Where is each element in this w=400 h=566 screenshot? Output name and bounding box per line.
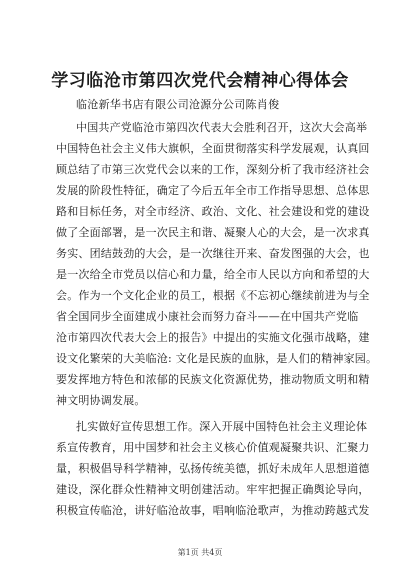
body-line: 系宣传教育，用中国梦和社会主义核心价值观凝聚共识、汇聚力 bbox=[56, 441, 370, 454]
body-line: 中国特色社会主义伟大旗帜，全面贯彻落实科学发展观，认真回 bbox=[56, 142, 370, 155]
body-line: 沧市第四次代表大会上的报告》中提出的实施文化强市战略，建 bbox=[56, 331, 370, 344]
body-line: 设文化繁荣的大美临沧: 文化是民族的血脉，是人们的精神家园。 bbox=[56, 352, 378, 365]
body-line: 积极宣传临沧，讲好临沧故事，唱响临沧歌声，为推动跨越式发 bbox=[56, 504, 370, 517]
body-line: 发展的阶段性特征，确定了今后五年全市工作指导思想、总体思 bbox=[56, 184, 370, 197]
body-line: 路和目标任务，对全市经济、政治、文化、社会建设和党的建设 bbox=[56, 205, 370, 218]
body-line: 做了全面部署，是一次民主和谐、凝聚人心的大会，是一次求真 bbox=[56, 226, 370, 239]
body-line: 顾总结了市第三次党代会以来的工作，深刻分析了我市经济社会 bbox=[56, 163, 370, 176]
body-line: 建设，深化群众性精神文明创建活动。牢牢把握正确舆论导向， bbox=[56, 483, 370, 496]
body-line: 省全国同步全面建成小康社会而努力奋斗——在中国共产党临 bbox=[56, 310, 359, 323]
body-line: 中国共产党临沧市第四次代表大会胜利召开，这次大会高举 bbox=[76, 121, 368, 134]
author-byline: 临沧新华书店有限公司沧源分公司陈肖俊 bbox=[76, 98, 280, 111]
body-line: 要发挥地方特色和浓郁的民族文化资源优势，推动物质文明和精 bbox=[56, 373, 370, 386]
body-line: 会。作为一个文化企业的员工，根据《不忘初心继续前进为与全 bbox=[56, 289, 370, 302]
page-number: 第1页 共4页 bbox=[177, 548, 223, 557]
document-title: 学习临沧市第四次党代会精神心得体会 bbox=[51, 71, 349, 91]
body-line: 是一次给全市党员以信心和力量，给全市人民以方向和希望的大 bbox=[56, 268, 370, 281]
body-line: 神文明协调发展。 bbox=[56, 394, 146, 407]
body-line: 量，积极倡导科学精神，弘扬传统美德，抓好未成年人思想道德 bbox=[56, 462, 370, 475]
body-line: 务实、团结鼓劲的大会，是一次继往开来、奋发图强的大会，也 bbox=[56, 247, 370, 260]
body-line: 扎实做好宣传思想工作。深入开展中国特色社会主义理论体 bbox=[76, 420, 368, 433]
